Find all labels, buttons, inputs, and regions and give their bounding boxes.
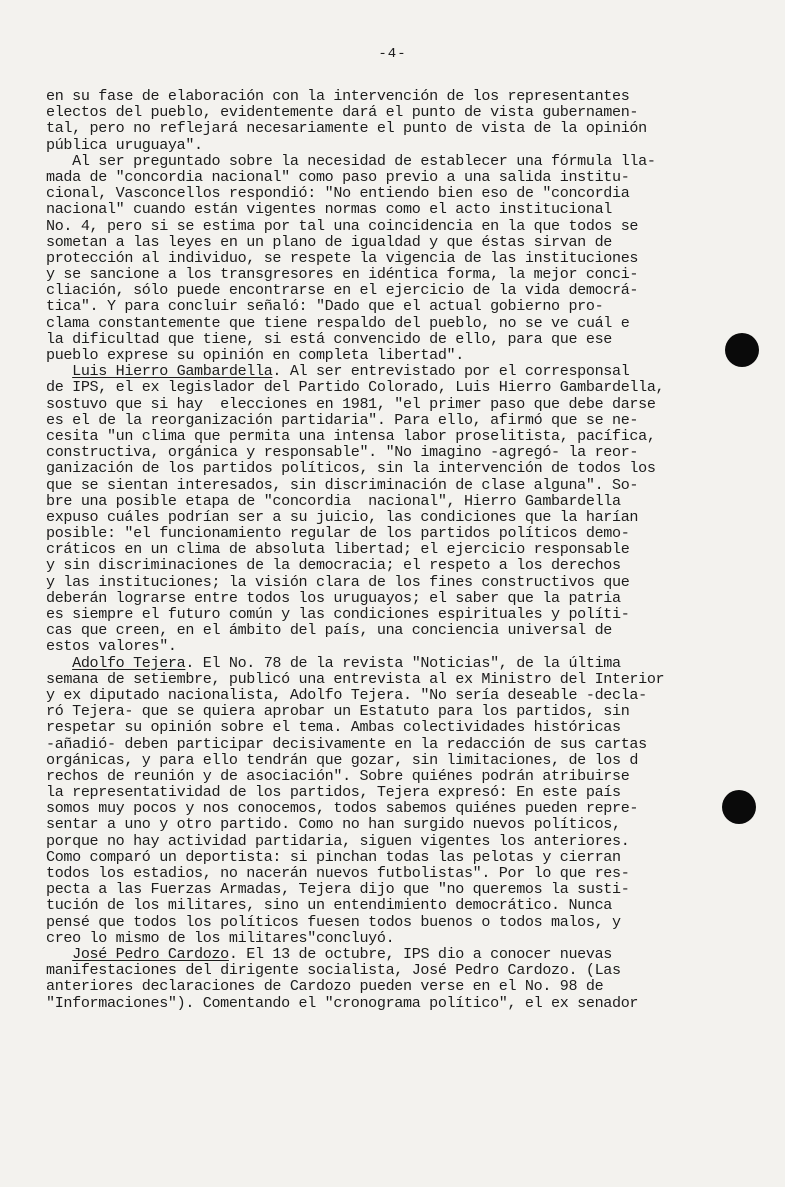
text-line: No. 4, pero si se estima por tal una coincidencia en la que todos se <box>46 216 639 235</box>
text-line: la representatividad de los partidos, Tejera expresó: En este país <box>46 783 621 802</box>
text-line: pública uruguaya". <box>46 135 203 154</box>
text-line: somos muy pocos y nos conocemos, todos sabemos quiénes pueden repre- <box>46 799 639 818</box>
text-line: posible: "el funcionamiento regular de los partidos políticos demo- <box>46 524 630 543</box>
text-line <box>46 946 766 962</box>
text-line: Como comparó un deportista: si pinchan todas las pelotas y cierran <box>46 847 621 866</box>
text-line: en su fase de elaboración con la intervención de los representantes <box>46 87 630 105</box>
text-line: constructiva, orgánica y responsable". "No imagino -agregó- la reor- <box>46 443 639 462</box>
line-text: . El No. 78 de la revista "Noticias", de la última <box>185 653 621 672</box>
text-line: manifestaciones del dirigente socialista, José Pedro Cardozo. (Las <box>46 961 621 980</box>
text-line: creo lo mismo de los militares"concluyó. <box>46 928 395 947</box>
line-indent <box>46 654 72 672</box>
text-line: nacional" cuando están vigentes normas como el acto institucional <box>46 200 613 219</box>
text-line: -añadió- deben participar decisivamente en la redacción de sus cartas <box>46 734 647 753</box>
line-text: . El 13 de octubre, IPS dio a conocer nuevas <box>228 944 613 963</box>
text-line: tal, pero no reflejará necesariamente el punto de vista de la opinión <box>46 119 647 138</box>
text-line: cesita "un clima que permita una intensa labor proselitista, pacífica, <box>46 426 656 445</box>
text-line: y las instituciones; la visión clara de los fines constructivos que <box>46 572 630 591</box>
page-number: -4- <box>378 46 407 62</box>
text-line: clama constantemente que tiene respaldo del pueblo, no se ve cuál e <box>46 313 630 332</box>
text-line: tica". Y para concluir señaló: "Dado que el actual gobierno pro- <box>46 297 604 316</box>
text-line: protección al individuo, se respete la vigencia de las instituciones <box>46 248 639 267</box>
body-text <box>46 88 766 1011</box>
text-line: ganización de los partidos políticos, sin la intervención de todos los <box>46 459 656 478</box>
text-line: ró Tejera- que se quiera aprobar un Estatuto para los partidos, sin <box>46 702 630 721</box>
text-line: que se sientan interesados, sin discriminación de clase alguna". So- <box>46 475 639 494</box>
text-line: tución de los militares, sino un entendimiento democrático. Nunca <box>46 896 613 915</box>
text-line: mada de "concordia nacional" como paso previo a una salida institu- <box>46 167 630 186</box>
section-heading: José Pedro Cardozo <box>72 944 229 963</box>
text-line: respetar su opinión sobre el tema. Ambas colectividades históricas <box>46 718 621 737</box>
text-line: deberán lograrse entre todos los uruguayos; el saber que la patria <box>46 588 621 607</box>
text-line: Al ser preguntado sobre la necesidad de establecer una fórmula lla- <box>46 151 656 170</box>
text-line: electos del pueblo, evidentemente dará el punto de vista gubernamen- <box>46 103 639 122</box>
text-line: sostuvo que si hay elecciones en 1981, "el primer paso que debe darse <box>46 394 656 413</box>
text-line: cliación, sólo puede encontrarse en el ejercicio de la vida democrá- <box>46 281 639 300</box>
text-line: estos valores". <box>46 637 177 656</box>
text-line: expuso cuáles podrían ser a su juicio, las condiciones que la harían <box>46 507 639 526</box>
text-line: y se sancione a los transgresores en idéntica forma, la mejor conci- <box>46 265 639 284</box>
text-line <box>46 655 766 671</box>
punch-hole-bottom <box>722 790 756 824</box>
line-text: . Al ser entrevistado por el corresponsal <box>272 362 630 381</box>
text-line: sentar a uno y otro partido. Como no han surgido nuevos políticos, <box>46 815 621 834</box>
text-line: anteriores declaraciones de Cardozo pueden verse en el No. 98 de <box>46 977 604 996</box>
text-line: porque no hay actividad partidaria, siguen vigentes los anteriores. <box>46 831 630 850</box>
text-line: pecta a las Fuerzas Armadas, Tejera dijo que "no queremos la susti- <box>46 880 630 899</box>
text-line <box>46 363 766 379</box>
punch-hole-top <box>725 333 759 367</box>
section-heading: Adolfo Tejera <box>72 653 186 672</box>
text-line: cional, Vasconcellos respondió: "No entiendo bien eso de "concordia <box>46 184 630 203</box>
text-line: la dificultad que tiene, si está convencido de ello, para que ese <box>46 329 613 348</box>
text-line: orgánicas, y para ello tendrán que gozar, sin limitaciones, de los d <box>46 750 639 769</box>
text-line: sometan a las leyes en un plano de igualdad y que éstas sirvan de <box>46 232 613 251</box>
section-heading: Luis Hierro Gambardella <box>72 362 273 381</box>
text-line: cas que creen, en el ámbito del país, una conciencia universal de <box>46 621 613 640</box>
text-line: es el de la reorganización partidaria". Para ello, afirmó que se ne- <box>46 410 639 429</box>
text-line: pensé que todos los políticos fuesen todos buenos o todos malos, y <box>46 912 621 931</box>
text-line: cráticos en un clima de absoluta libertad; el ejercicio responsable <box>46 540 630 559</box>
text-line: de IPS, el ex legislador del Partido Colorado, Luis Hierro Gambardella, <box>46 378 665 397</box>
text-line: y sin discriminaciones de la democracia; el respeto a los derechos <box>46 556 621 575</box>
text-line: pueblo exprese su opinión en completa libertad". <box>46 346 464 364</box>
text-line: "Informaciones"). Comentando el "cronograma político", el ex senador <box>46 993 639 1012</box>
text-line: y ex diputado nacionalista, Adolfo Tejera. "No sería deseable -decla- <box>46 685 647 704</box>
text-line: bre una posible etapa de "concordia nacional", Hierro Gambardella <box>46 491 621 510</box>
text-line: semana de setiembre, publicó una entrevista al ex Ministro del Interior <box>46 669 665 688</box>
text-line: es siempre el futuro común y las condiciones espirituales y políti- <box>46 605 630 623</box>
text-line: rechos de reunión y de asociación". Sobre quiénes podrán atribuirse <box>46 766 630 785</box>
text-line: todos los estadios, no nacerán nuevos futbolistas". Por lo que res- <box>46 864 630 882</box>
